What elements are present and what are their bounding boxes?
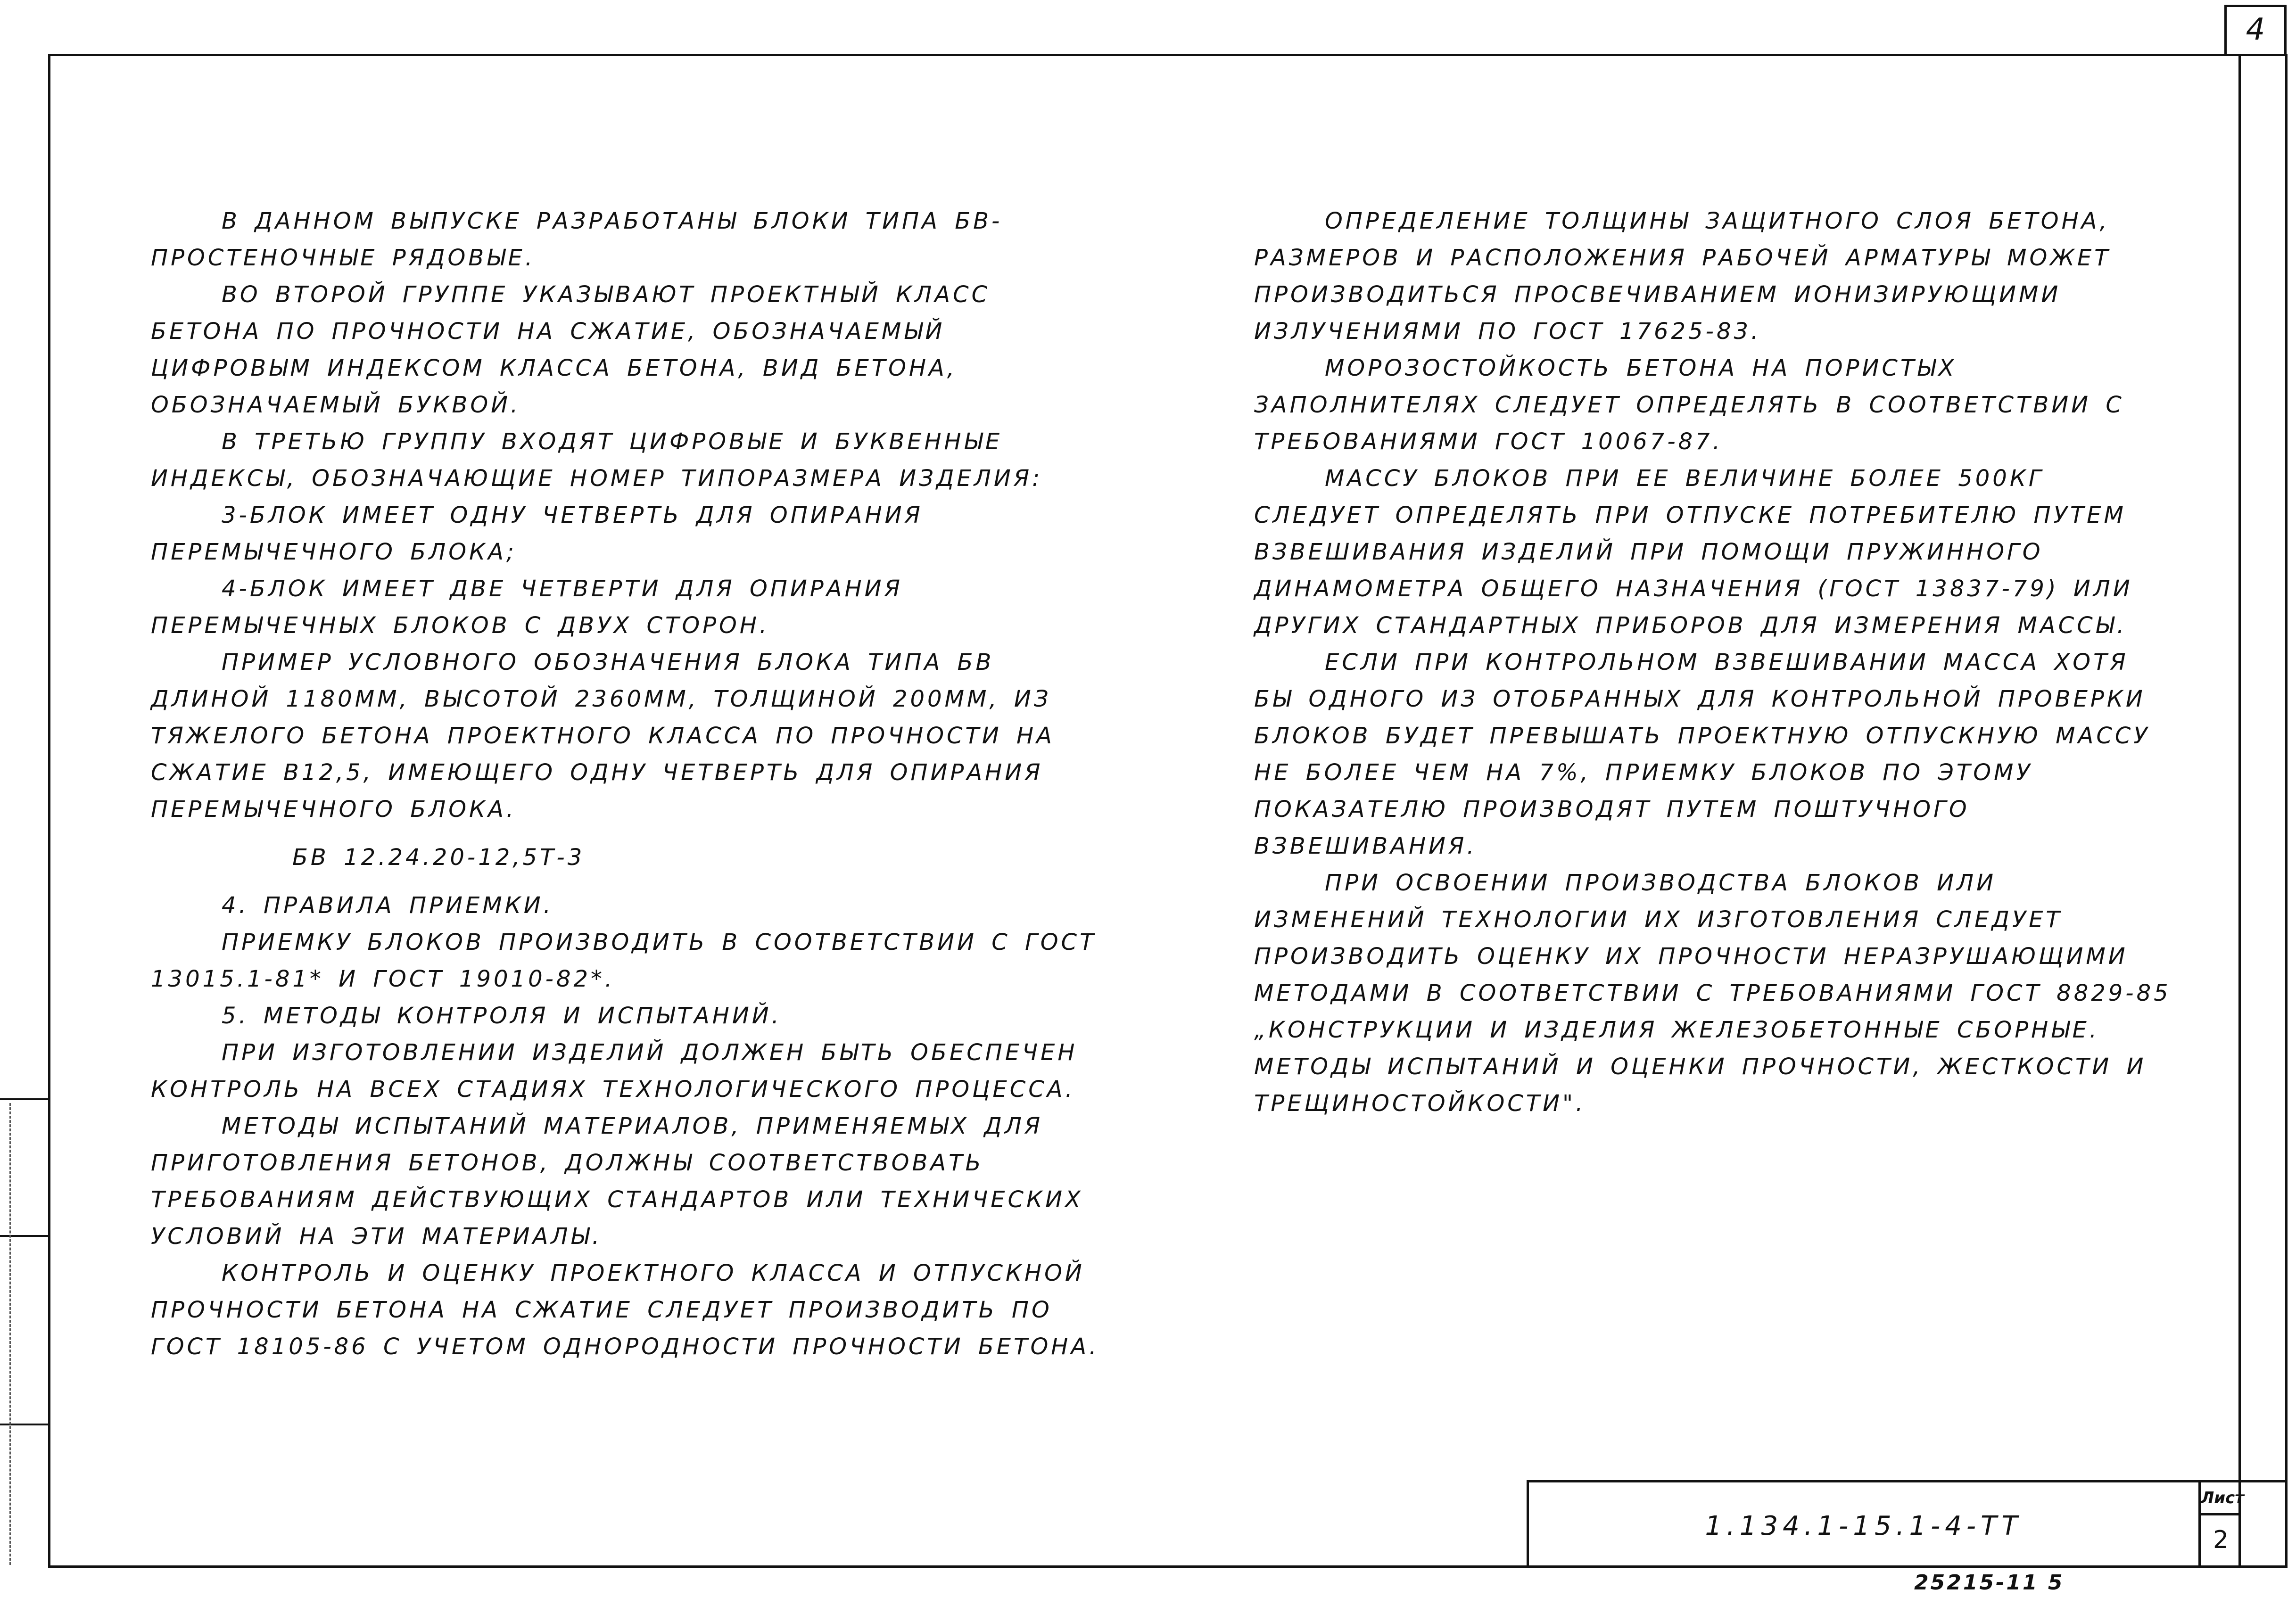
paragraph: ПРИЕМКУ БЛОКОВ ПРОИЗВОДИТЬ В СООТВЕТСТВИИ С ГОСТ 13015.1-81* И ГОСТ 19010-82*. [151,929,1097,992]
margin-tick [0,1098,48,1100]
page-number: 4 [2246,12,2265,47]
paragraph: ЕСЛИ ПРИ КОНТРОЛЬНОМ ВЗВЕШИВАНИИ МАССА ХОТЯ БЫ ОДНОГО ИЗ ОТОБРАННЫХ ДЛЯ КОНТРОЛЬНОЙ ПРОВЕРКИ БЛОКОВ БУДЕТ ПРЕВЫШАТЬ ПРОЕКТНУЮ ОТПУСКНУЮ МАССУ НЕ БОЛЕЕ ЧЕМ НА 7%, ПРИЕМКУ БЛОКОВ ПО ЭТОМУ ПОКАЗАТЕЛЮ ПРОИЗВОДЯТ ПУТЕМ ПОШТУЧНОГО ВЗВЕШИВАНИЯ. [1254,649,2150,859]
paragraph: 3-БЛОК ИМЕЕТ ОДНУ ЧЕТВЕРТЬ ДЛЯ ОПИРАНИЯ ПЕРЕМЫЧЕЧНОГО БЛОКА; [151,502,923,565]
sheet-label: Лист [2201,1482,2241,1515]
right-text-column [1254,203,2178,1122]
paragraph: В ТРЕТЬЮ ГРУППУ ВХОДЯТ ЦИФРОВЫЕ И БУКВЕННЫЕ ИНДЕКСЫ, ОБОЗНАЧАЮЩИЕ НОМЕР ТИПОРАЗМЕРА ИЗДЕЛИЯ: [151,428,1043,492]
sheet-cell [2198,1482,2244,1568]
title-block [1527,1480,2288,1568]
paragraph: В ДАННОМ ВЫПУСКЕ РАЗРАБОТАНЫ БЛОКИ ТИПА БВ-ПРОСТЕНОЧНЫЕ РЯДОВЫЕ. [151,208,1003,271]
binding-margin-rule [2238,55,2241,1568]
paragraph: МОРОЗОСТОЙКОСТЬ БЕТОНА НА ПОРИСТЫХ ЗАПОЛНИТЕЛЯХ СЛЕДУЕТ ОПРЕДЕЛЯТЬ В СООТВЕТСТВИИ С ТРЕБОВАНИЯМИ ГОСТ 10067-87. [1254,355,2124,455]
paragraph: ОПРЕДЕЛЕНИЕ ТОЛЩИНЫ ЗАЩИТНОГО СЛОЯ БЕТОНА, РАЗМЕРОВ И РАСПОЛОЖЕНИЯ РАБОЧЕЙ АРМАТУРЫ МОЖЕТ ПРОИЗВОДИТЬСЯ ПРОСВЕЧИВАНИЕМ ИОНИЗИРУЮЩИМИ ИЗЛУЧЕНИЯМИ ПО ГОСТ 17625-83. [1254,208,2111,345]
page-number-box [2224,5,2287,55]
margin-tick [0,1235,48,1237]
paragraph: ПРИМЕР УСЛОВНОГО ОБОЗНАЧЕНИЯ БЛОКА ТИПА БВ ДЛИНОЙ 1180ММ, ВЫСОТОЙ 2360ММ, ТОЛЩИНОЙ 200ММ, ИЗ ТЯЖЕЛОГО БЕТОНА ПРОЕКТНОГО КЛАССА ПО ПРОЧНОСТИ НА СЖАТИЕ В12,5, ИМЕЮЩЕГО ОДНУ ЧЕТВЕРТЬ ДЛЯ ОПИРАНИЯ ПЕРЕМЫЧЕЧНОГО БЛОКА. [151,649,1055,823]
sheet-number: 2 [2213,1526,2229,1554]
paragraph: 4-БЛОК ИМЕЕТ ДВЕ ЧЕТВЕРТИ ДЛЯ ОПИРАНИЯ ПЕРЕМЫЧЕЧНЫХ БЛОКОВ С ДВУХ СТОРОН. [151,576,903,639]
document-code: 1.134.1-15.1-4-ТТ [1705,1511,2023,1541]
archive-stamp: 25215-11 5 [1914,1571,2065,1595]
paragraph: ПРИ ИЗГОТОВЛЕНИИ ИЗДЕЛИЙ ДОЛЖЕН БЫТЬ ОБЕСПЕЧЕН КОНТРОЛЬ НА ВСЕХ СТАДИЯХ ТЕХНОЛОГИЧЕСКОГО ПРОЦЕССА. [151,1039,1078,1103]
section-heading: 5. МЕТОДЫ КОНТРОЛЯ И ИСПЫТАНИЙ. [222,1003,782,1029]
paragraph: ВО ВТОРОЙ ГРУППЕ УКАЗЫВАЮТ ПРОЕКТНЫЙ КЛАСС БЕТОНА ПО ПРОЧНОСТИ НА СЖАТИЕ, ОБОЗНАЧАЕМЫЙ ЦИФРОВЫМ ИНДЕКСОМ КЛАССА БЕТОНА, ВИД БЕТОНА, ОБОЗНАЧАЕМЫЙ БУКВОЙ. [151,281,991,418]
designation-example: БВ 12.24.20-12,5Т-3 [292,844,585,871]
paragraph: МАССУ БЛОКОВ ПРИ ЕЕ ВЕЛИЧИНЕ БОЛЕЕ 500КГ СЛЕДУЕТ ОПРЕДЕЛЯТЬ ПРИ ОТПУСКЕ ПОТРЕБИТЕЛЮ ПУТЕМ ВЗВЕШИВАНИЯ ИЗДЕЛИЙ ПРИ ПОМОЩИ ПРУЖИННОГО ДИНАМОМЕТРА ОБЩЕГО НАЗНАЧЕНИЯ (ГОСТ 13837-79) ИЛИ ДРУГИХ СТАНДАРТНЫХ ПРИБОРОВ ДЛЯ ИЗМЕРЕНИЯ МАССЫ. [1254,465,2133,639]
left-text-column [151,203,1103,1365]
paragraph: ПРИ ОСВОЕНИИ ПРОИЗВОДСТВА БЛОКОВ ИЛИ ИЗМЕНЕНИЙ ТЕХНОЛОГИИ ИХ ИЗГОТОВЛЕНИЯ СЛЕДУЕТ ПРОИЗВОДИТЬ ОЦЕНКУ ИХ ПРОЧНОСТИ НЕРАЗРУШАЮЩИМИ МЕТОДАМИ В СООТВЕТСТВИИ С ТРЕБОВАНИЯМИ ГОСТ 8829-85 „КОНСТРУКЦИИ И ИЗДЕЛИЯ ЖЕЛЕЗОБЕТОННЫЕ СБОРНЫЕ. МЕТОДЫ ИСПЫТАНИЙ И ОЦЕНКИ ПРОЧНОСТИ, ЖЕСТКОСТИ И ТРЕЩИНОСТОЙКОСТИ". [1254,870,2171,1117]
margin-dashed-line [9,1103,11,1565]
paragraph: МЕТОДЫ ИСПЫТАНИЙ МАТЕРИАЛОВ, ПРИМЕНЯЕМЫХ ДЛЯ ПРИГОТОВЛЕНИЯ БЕТОНОВ, ДОЛЖНЫ СООТВЕТСТВОВАТЬ ТРЕБОВАНИЯМ ДЕЙСТВУЮЩИХ СТАНДАРТОВ ИЛИ ТЕХНИЧЕСКИХ УСЛОВИЙ НА ЭТИ МАТЕРИАЛЫ. [151,1113,1083,1250]
paragraph: КОНТРОЛЬ И ОЦЕНКУ ПРОЕКТНОГО КЛАССА И ОТПУСКНОЙ ПРОЧНОСТИ БЕТОНА НА СЖАТИЕ СЛЕДУЕТ ПРОИЗВОДИТЬ ПО ГОСТ 18105-86 С УЧЕТОМ ОДНОРОДНОСТИ ПРОЧНОСТИ БЕТОНА. [151,1260,1099,1360]
section-heading: 4. ПРАВИЛА ПРИЕМКИ. [222,892,553,919]
margin-tick [0,1424,48,1425]
